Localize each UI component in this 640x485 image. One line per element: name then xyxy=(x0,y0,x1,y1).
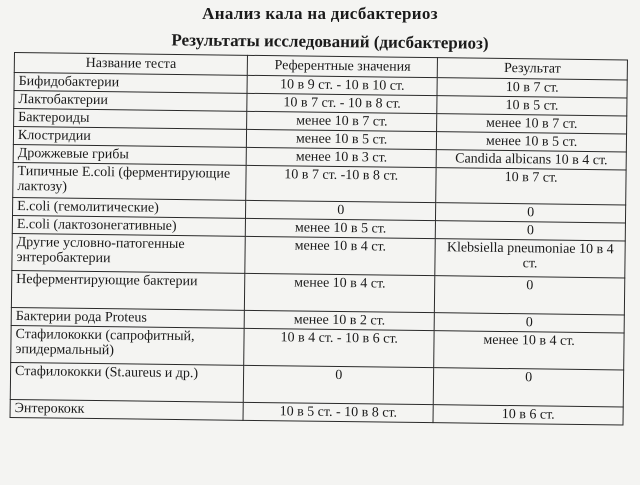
result-cell: 0 xyxy=(436,221,626,241)
result-cell: 0 xyxy=(436,203,626,223)
result-cell: 10 в 6 ст. xyxy=(433,405,623,425)
column-header-test-name: Название теста xyxy=(14,53,247,76)
test-name-cell: Бактероиды xyxy=(14,109,247,130)
reference-cell: 10 в 7 ст. -10 в 8 ст. xyxy=(246,165,437,202)
test-name-cell: Дрожжевые грибы xyxy=(13,144,246,165)
reference-cell: менее 10 в 5 ст. xyxy=(247,129,437,149)
result-cell: 10 в 7 ст. xyxy=(436,168,626,205)
test-name-cell: Клостридии xyxy=(13,127,246,148)
test-name-cell: Бифидобактерии xyxy=(14,73,247,94)
result-cell: менее 10 в 4 ст. xyxy=(434,331,624,370)
test-name-cell: Типичные E.coli (ферментирующие лактозу) xyxy=(13,162,247,200)
test-name-cell: Бактерии рода Proteus xyxy=(11,307,244,328)
test-name-cell: Другие условно-патогенные энтеробактерии xyxy=(12,233,246,273)
report-title: Анализ кала на дисбактериоз xyxy=(202,4,438,23)
report-subtitle: Результаты исследований (дисбактериоз) xyxy=(171,30,489,53)
reference-cell: 10 в 9 ст. - 10 в 10 ст. xyxy=(247,75,437,95)
results-table xyxy=(10,52,628,425)
reference-cell: менее 10 в 3 ст. xyxy=(246,147,436,167)
result-cell: 10 в 7 ст. xyxy=(437,78,627,98)
reference-cell: 10 в 7 ст. - 10 в 8 ст. xyxy=(247,93,437,113)
reference-cell: 0 xyxy=(243,365,434,404)
column-header-result: Результат xyxy=(437,58,627,80)
reference-cell: менее 10 в 7 ст. xyxy=(247,111,437,131)
result-cell: менее 10 в 7 ст. xyxy=(437,114,627,134)
result-cell: Klebsiella pneumoniae 10 в 4 ст. xyxy=(435,239,625,278)
test-name-cell: Неферментирующие бактерии xyxy=(11,270,245,310)
test-name-cell: Энтерококк xyxy=(10,399,243,420)
result-cell: Candida albicans 10 в 4 ст. xyxy=(436,150,626,170)
test-name-cell: Лактобактерии xyxy=(14,91,247,112)
test-name-cell: E.coli (гемолитические) xyxy=(13,197,246,218)
test-name-cell: Стафилококки (сапрофитный, эпидермальный) xyxy=(11,325,245,365)
reference-cell: 0 xyxy=(246,200,436,220)
result-cell: 0 xyxy=(433,368,623,407)
reference-cell: менее 10 в 5 ст. xyxy=(245,218,435,238)
test-name-cell: Стафилококки (St.aureus и др.) xyxy=(10,362,244,402)
result-cell: менее 10 в 5 ст. xyxy=(437,132,627,152)
result-cell: 0 xyxy=(434,313,624,333)
result-cell: 0 xyxy=(435,276,625,315)
reference-cell: 10 в 5 ст. - 10 в 8 ст. xyxy=(243,402,433,422)
reference-cell: менее 10 в 4 ст. xyxy=(245,236,436,275)
reference-cell: менее 10 в 4 ст. xyxy=(245,273,436,312)
test-name-cell: E.coli (лактозонегативные) xyxy=(12,215,245,236)
result-cell: 10 в 5 ст. xyxy=(437,96,627,116)
column-header-reference: Референтные значения xyxy=(247,55,437,77)
reference-cell: 10 в 4 ст. - 10 в 6 ст. xyxy=(244,328,435,367)
reference-cell: менее 10 в 2 ст. xyxy=(244,310,434,330)
